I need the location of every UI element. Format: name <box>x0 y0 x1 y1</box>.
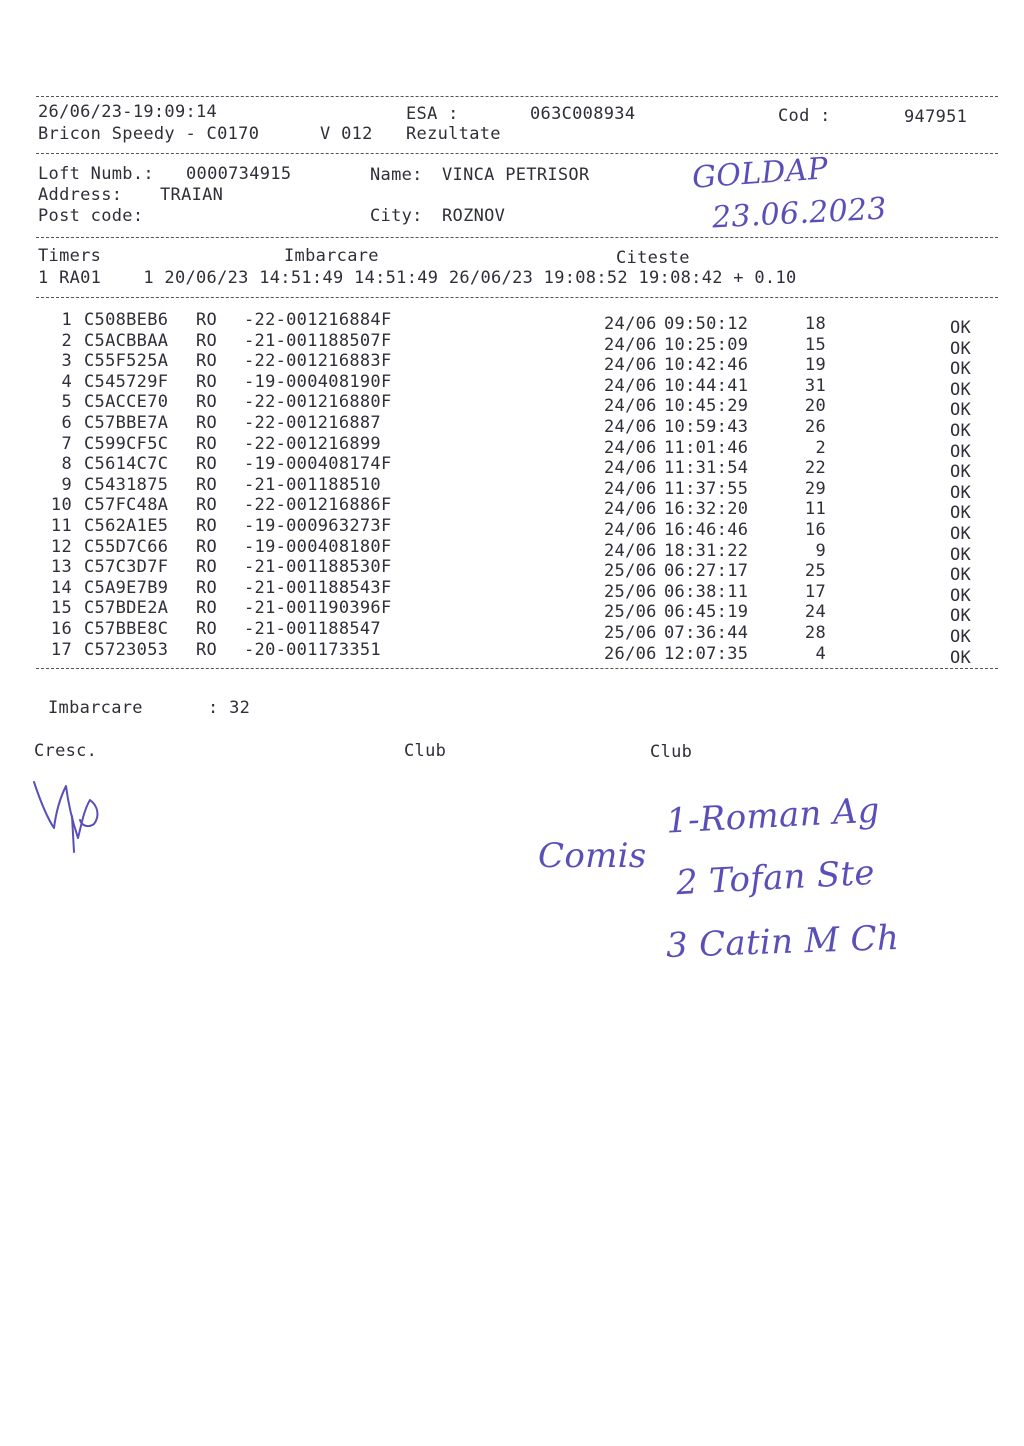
table-row <box>36 557 986 586</box>
timers-label: Timers <box>38 246 102 266</box>
arrival-date: 24/06 <box>604 520 657 540</box>
status-badge: OK <box>950 441 972 462</box>
ring-number: -22-001216886F <box>244 495 392 516</box>
citeste-label: Citeste <box>616 248 690 268</box>
arrival-time: 10:45:29 <box>664 396 749 417</box>
chip-id: C57BBE7A <box>84 413 169 433</box>
arrival-time: 07:36:44 <box>664 623 749 643</box>
arrival-date: 24/06 <box>604 437 657 458</box>
table-row <box>36 454 986 483</box>
ring-number: -21-001188547 <box>244 619 381 639</box>
row-number: 3 <box>61 351 72 372</box>
row-number: 15 <box>50 598 72 619</box>
ring-number: -21-001188530F <box>244 557 392 578</box>
status-badge: OK <box>950 627 972 647</box>
row-number: 6 <box>61 413 72 433</box>
esa-label: ESA : <box>406 104 459 124</box>
country-code: RO <box>196 371 218 392</box>
handwritten-commission-member-1: 1-Roman Ag <box>665 790 881 842</box>
status-badge: OK <box>950 482 972 503</box>
basket-position: 24 <box>804 602 826 623</box>
arrival-date: 24/06 <box>604 375 657 396</box>
status-badge: OK <box>950 338 972 359</box>
row-number: 1 <box>61 310 72 330</box>
club-label-2: Club <box>650 742 693 762</box>
basket-position: 9 <box>815 540 826 561</box>
status-badge: OK <box>950 359 972 380</box>
arrival-date: 25/06 <box>604 561 657 582</box>
row-number: 11 <box>50 516 72 536</box>
arrival-time: 06:27:17 <box>664 561 749 582</box>
ring-number: -19-000963273F <box>244 516 392 536</box>
arrival-date: 24/06 <box>604 355 657 376</box>
table-row <box>36 619 986 647</box>
ring-number: -22-001216899 <box>244 433 381 454</box>
arrival-date: 24/06 <box>604 458 657 479</box>
status-badge: OK <box>950 318 972 338</box>
ring-number: -21-001190396F <box>244 598 392 619</box>
basket-position: 15 <box>804 334 826 355</box>
arrival-time: 09:50:12 <box>664 314 749 334</box>
row-number: 10 <box>50 495 72 516</box>
basket-position: 2 <box>815 437 826 458</box>
table-row <box>36 495 986 524</box>
ring-number: -19-000408190F <box>244 371 392 392</box>
cod-value: 947951 <box>904 107 968 127</box>
city-label: City: <box>370 206 423 226</box>
chip-id: C5614C7C <box>84 454 169 475</box>
arrival-time: 11:37:55 <box>664 478 749 499</box>
chip-id: C5723053 <box>84 639 169 660</box>
row-number: 17 <box>50 639 72 660</box>
country-code: RO <box>196 557 218 578</box>
country-code: RO <box>196 598 218 619</box>
arrival-date: 24/06 <box>604 314 657 334</box>
arrival-date: 24/06 <box>604 417 657 437</box>
ring-number: -19-000408174F <box>244 454 392 475</box>
timer-line: 1 RA01 1 20/06/23 14:51:49 14:51:49 26/06/23 19:08:52 19:08:42 + 0.10 <box>38 268 797 288</box>
table-row <box>36 310 986 338</box>
row-number: 7 <box>61 433 72 454</box>
chip-id: C57BBE8C <box>84 619 169 639</box>
cresc-label: Cresc. <box>34 741 98 761</box>
basket-position: 4 <box>815 643 826 664</box>
table-row <box>36 536 986 565</box>
handwritten-race-date: 23.06.2023 <box>711 191 888 236</box>
separator <box>36 668 998 669</box>
basket-position: 31 <box>804 375 826 396</box>
country-code: RO <box>196 639 218 660</box>
status-badge: OK <box>950 421 972 441</box>
arrival-time: 16:32:20 <box>664 499 749 520</box>
country-code: RO <box>196 330 218 351</box>
chip-id: C55F525A <box>84 351 169 372</box>
status-badge: OK <box>950 524 972 544</box>
loft-number: 0000734915 <box>186 164 292 184</box>
chip-id: C57C3D7F <box>84 557 169 578</box>
ring-number: -21-001188543F <box>244 577 392 598</box>
row-number: 8 <box>61 454 72 475</box>
table-row <box>36 474 986 503</box>
arrival-date: 24/06 <box>604 499 657 520</box>
esa-value: 063C008934 <box>530 104 636 124</box>
chip-id: C599CF5C <box>84 433 169 454</box>
arrival-date: 26/06 <box>604 643 657 664</box>
row-number: 13 <box>50 557 72 578</box>
ring-number: -22-001216884F <box>244 310 392 330</box>
arrival-date: 24/06 <box>604 478 657 499</box>
arrival-time: 06:45:19 <box>664 602 749 623</box>
arrival-time: 10:25:09 <box>664 334 749 355</box>
address-label: Address: <box>38 185 123 205</box>
post-code-label: Post code: <box>38 206 144 226</box>
status-badge: OK <box>950 585 972 606</box>
row-number: 9 <box>61 474 72 495</box>
device-version: V 012 <box>320 124 373 144</box>
arrival-time: 10:44:41 <box>664 375 749 396</box>
chip-id: C55D7C66 <box>84 536 169 557</box>
chip-id: C508BEB6 <box>84 310 169 330</box>
arrival-time: 11:31:54 <box>664 458 749 479</box>
basket-position: 16 <box>804 520 826 540</box>
arrival-time: 11:01:46 <box>664 437 749 458</box>
ring-number: -20-001173351 <box>244 639 381 660</box>
status-badge: OK <box>950 400 972 421</box>
table-row <box>36 392 986 421</box>
handwritten-commission-member-2: 2 Tofan Ste <box>675 852 876 904</box>
chip-id: C545729F <box>84 371 169 392</box>
handwritten-commission-label: Comis <box>538 836 647 876</box>
fancier-signature <box>28 772 108 856</box>
device-name: Bricon Speedy - C0170 <box>38 124 260 144</box>
ring-number: -22-001216880F <box>244 392 392 413</box>
name-label: Name: <box>370 165 423 185</box>
address-value: TRAIAN <box>160 185 224 205</box>
status-badge: OK <box>950 606 972 627</box>
arrival-time: 18:31:22 <box>664 540 749 561</box>
table-row <box>36 577 986 606</box>
separator <box>36 153 998 154</box>
basket-position: 20 <box>804 396 826 417</box>
row-number: 4 <box>61 371 72 392</box>
country-code: RO <box>196 392 218 413</box>
arrival-date: 24/06 <box>604 396 657 417</box>
table-row <box>36 598 986 627</box>
status-badge: OK <box>950 379 972 400</box>
arrival-time: 10:42:46 <box>664 355 749 376</box>
basket-position: 19 <box>804 355 826 376</box>
handwritten-commission-member-3: 3 Catin M Ch <box>665 917 900 967</box>
basket-position: 11 <box>804 499 826 520</box>
separator <box>36 297 998 298</box>
imbarcare-total-label: Imbarcare <box>48 698 143 718</box>
row-number: 16 <box>50 619 72 639</box>
basket-position: 18 <box>804 314 826 334</box>
country-code: RO <box>196 495 218 516</box>
arrival-time: 16:46:46 <box>664 520 749 540</box>
separator <box>36 96 998 97</box>
arrival-time: 10:59:43 <box>664 417 749 437</box>
ring-number: -21-001188507F <box>244 330 392 351</box>
country-code: RO <box>196 577 218 598</box>
row-number: 12 <box>50 536 72 557</box>
table-row <box>36 371 986 400</box>
report-mode: Rezultate <box>406 124 501 144</box>
arrival-time: 06:38:11 <box>664 581 749 602</box>
chip-id: C57FC48A <box>84 495 169 516</box>
basket-position: 17 <box>804 581 826 602</box>
status-badge: OK <box>950 647 972 668</box>
club-label-1: Club <box>404 741 447 761</box>
cod-label: Cod : <box>778 106 831 126</box>
basket-position: 28 <box>804 623 826 643</box>
basket-position: 26 <box>804 417 826 437</box>
table-row <box>36 413 986 441</box>
arrival-date: 25/06 <box>604 581 657 602</box>
country-code: RO <box>196 413 218 433</box>
arrival-date: 24/06 <box>604 540 657 561</box>
table-row <box>36 351 986 380</box>
chip-id: C5A9E7B9 <box>84 577 169 598</box>
arrival-date: 24/06 <box>604 334 657 355</box>
country-code: RO <box>196 454 218 475</box>
basket-position: 29 <box>804 478 826 499</box>
ring-number: -22-001216887 <box>244 413 381 433</box>
row-number: 14 <box>50 577 72 598</box>
print-datetime: 26/06/23-19:09:14 <box>38 102 218 122</box>
country-code: RO <box>196 516 218 536</box>
basket-position: 22 <box>804 458 826 479</box>
table-row <box>36 330 986 359</box>
chip-id: C5431875 <box>84 474 169 495</box>
imbarcare-label: Imbarcare <box>284 246 379 266</box>
arrival-time: 12:07:35 <box>664 643 749 664</box>
country-code: RO <box>196 536 218 557</box>
imbarcare-total-value: : 32 <box>208 698 251 718</box>
country-code: RO <box>196 619 218 639</box>
separator <box>36 237 998 238</box>
chip-id: C5ACBBAA <box>84 330 169 351</box>
table-row <box>36 639 986 668</box>
table-row <box>36 433 986 462</box>
country-code: RO <box>196 474 218 495</box>
ring-number: -22-001216883F <box>244 351 392 372</box>
status-badge: OK <box>950 544 972 565</box>
city-value: ROZNOV <box>442 206 506 226</box>
country-code: RO <box>196 433 218 454</box>
arrival-date: 25/06 <box>604 602 657 623</box>
handwritten-race-location: GOLDAP <box>690 151 830 196</box>
row-number: 2 <box>61 330 72 351</box>
country-code: RO <box>196 351 218 372</box>
chip-id: C5ACCE70 <box>84 392 169 413</box>
loft-label: Loft Numb.: <box>38 164 154 184</box>
arrival-date: 25/06 <box>604 623 657 643</box>
status-badge: OK <box>950 503 972 524</box>
fancier-name: VINCA PETRISOR <box>442 165 590 185</box>
chip-id: C57BDE2A <box>84 598 169 619</box>
country-code: RO <box>196 310 218 330</box>
status-badge: OK <box>950 565 972 586</box>
chip-id: C562A1E5 <box>84 516 169 536</box>
ring-number: -21-001188510 <box>244 474 381 495</box>
ring-number: -19-000408180F <box>244 536 392 557</box>
row-number: 5 <box>61 392 72 413</box>
basket-position: 25 <box>804 561 826 582</box>
table-row <box>36 516 986 544</box>
status-badge: OK <box>950 462 972 483</box>
